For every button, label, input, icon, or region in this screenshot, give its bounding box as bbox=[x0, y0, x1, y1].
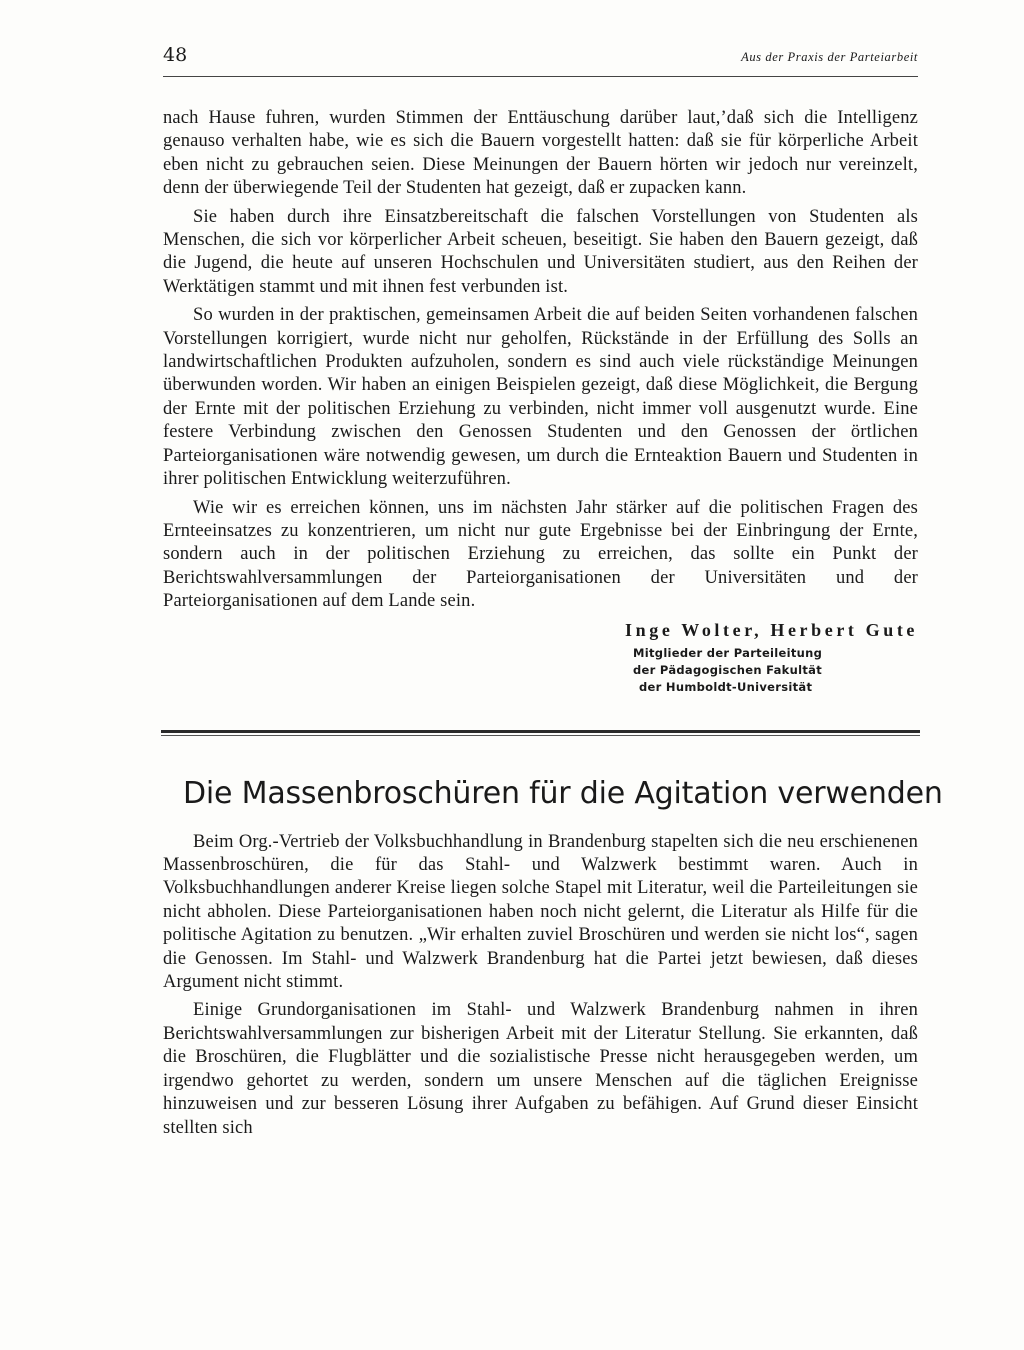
author-affiliation bbox=[633, 645, 918, 696]
paragraph: Einige Grundorganisationen im Stahl- und Walzwerk Brandenburg nahmen in ihren Berichtswahlversammlungen zur bisherigen Arbeit mit der Literatur Stellung. Sie erkannten, daß die Broschüren, die Flugblätter und die sozialistische Presse nicht herausgegeben werden, um irgendwo gehortet zu werden, sondern um unsere Menschen auf die täglichen Ereignisse hinzuweisen und zur besseren Lösung ihrer Aufgaben zu befähigen. Auf Grund dieser Einsicht stellten sich bbox=[163, 1000, 918, 1138]
affiliation-line: der Pädagogischen Fakultät bbox=[633, 662, 822, 677]
paragraph: So wurden in der praktischen, gemeinsamen Arbeit die auf beiden Seiten vorhandenen falschen Vorstellungen korrigiert, wurde nicht nur geholfen, Rückstände in der Erfüllung des Solls an landwirtschaftlichen Produkten aufzuholen, sondern es sind auch viele rückständige Meinungen überwunden worden. Wir haben an einigen Beispielen gezeigt, daß diese Möglichkeit, die Bergung der Ernte mit der politischen Erziehung zu verbinden, nicht immer voll ausgenutzt wurde. Eine festere Verbindung zwischen den Genossen Studenten und den Genossen der örtlichen Parteiorganisationen wäre notwendig gewesen, um durch die Ernteaktion Bauern und Studenten in ihrer politischen Entwicklung weiterzuführen. bbox=[163, 305, 918, 490]
paragraph: Wie wir es erreichen können, uns im nächsten Jahr stärker auf die politischen Fragen des Ernteeinsatzes zu konzentrieren, um nicht nur gute Ergebnisse bei der Einbringung der Ernte, sondern auch in der politischen Erziehung zu erreichen, das sollte ein Punkt der Berichtswahlversammlungen der Parteiorganisationen der Universitäten und der Parteiorganisationen auf dem Lande sein. bbox=[163, 497, 918, 612]
paragraph: nach Hause fuhren, wurden Stimmen der Enttäuschung darüber laut,’daß sich die Intelligenz genauso verhalten habe, wie es sich die Bauern vorgestellt hatten: daß sie für körperliche Arbeit eben nicht zu gebrauchen seien. Diese Meinungen der Bauern hörten wir jedoch nur vereinzelt, denn der überwiegende Teil der Studenten hat gezeigt, daß er zupacken kann. bbox=[163, 108, 918, 199]
running-title: Aus der Praxis der Parteiarbeit bbox=[741, 50, 918, 64]
paragraph: Beim Org.-Vertrieb der Volksbuchhandlung in Brandenburg stapelten sich die neu erschienenen Massenbroschüren, die für das Stahl- und Walzwerk bestimmt waren. Auch in Volksbuchhandlungen anderer Kreise liegen solche Stapel mit Literatur, weil die Parteileitungen sie nicht abholen. Diese Parteiorganisationen haben noch nicht gelernt, die Literatur als Hilfe für die politische Agitation zu benutzen. „Wir erhalten zuviel Broschüren und werden sie nicht los“, sagen die Genossen. Im Stahl- und Walzwerk Brandenburg hat die Partei jetzt bewiesen, daß dieses Argument nicht stimmt. bbox=[163, 831, 918, 993]
paragraph: Sie haben durch ihre Einsatzbereitschaft die falschen Vorstellungen von Studenten als Menschen, die sich vor körperlicher Arbeit scheuen, beseitigt. Sie haben den Bauern gezeigt, daß die Jugend, die heute auf unseren Hochschulen und Universitäten studiert, aus den Reihen der Werktätigen stammt und mit ihnen fest verbunden ist. bbox=[163, 206, 918, 297]
page-number: 48 bbox=[163, 44, 188, 66]
affiliation-line: Mitglieder der Parteileitung bbox=[633, 645, 823, 660]
section-harvest-report bbox=[163, 107, 918, 696]
affiliation-line: der Humboldt-Universität bbox=[639, 679, 813, 694]
author-signature: Inge Wolter, Herbert Gute bbox=[625, 619, 918, 640]
document-page bbox=[163, 44, 943, 1140]
page-header bbox=[163, 44, 918, 72]
section-mass-brochures bbox=[163, 831, 918, 1140]
section-divider-thin bbox=[161, 735, 920, 736]
header-rule bbox=[163, 76, 918, 77]
article-title: Die Massenbroschüren für die Agitation verwenden bbox=[183, 775, 943, 811]
section-divider-thick bbox=[161, 730, 920, 733]
